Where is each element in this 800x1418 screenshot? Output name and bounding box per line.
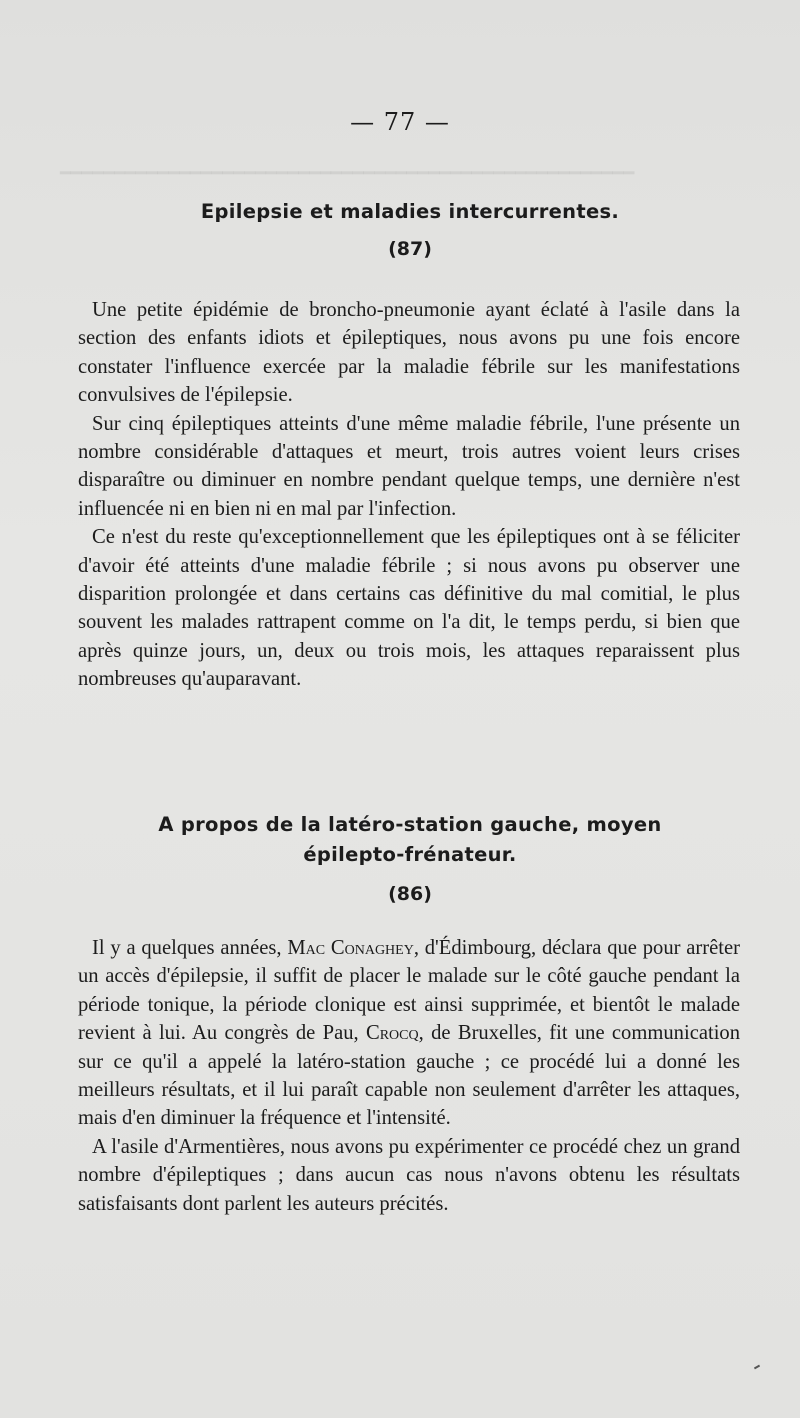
paragraph (78, 934, 740, 1133)
section-title-line: A propos de la latéro-station gauche, moyen (158, 813, 662, 836)
section1-body (78, 296, 740, 694)
author-name: Mac Conaghey (287, 937, 414, 959)
ink-speck (754, 1365, 760, 1370)
paragraph: A l'asile d'Armentières, nous avons pu expérimenter ce procédé chez un grand nombre d'épileptiques ; dans aucun cas nous n'avons obtenu les résultats satisfaisants dont parlent les auteurs précités. (78, 1135, 740, 1215)
author-name: Crocq (365, 1022, 419, 1045)
text-run: Il y a quelques années, (92, 937, 288, 959)
show-through-texture: ━━━━━━━━━━━━━━━━━━━━━━━━━━━━━━━━━━━━━━━━━━━━━━━━━━━━━ (60, 163, 635, 183)
section-ref-86: (86) (388, 883, 432, 905)
section-title-latero-station (80, 810, 740, 870)
paragraph: Ce n'est du reste qu'exceptionnellement que les épileptiques ont à se féliciter d'avoir été atteints d'une maladie fébrile ; si nous avons pu observer une disparition prolongée et dans certains cas définitive du mal comitial, le plus souvent les malades rattrapent comme on l'a dit, le temps perdu, si bien que après quinze jours, un, deux ou trois mois, les attaques reparaissent plus nombreuses qu'auparavant. (78, 526, 740, 691)
page-number: — 77 — (350, 108, 450, 136)
paragraph: Une petite épidémie de broncho-pneumonie ayant éclaté à l'asile dans la section des enfants idiots et épileptiques, nous avons pu une fois encore constater l'influence exercée par la maladie fébrile sur les manifestations convulsives de l'épilepsie. (78, 299, 740, 407)
section-ref-87: (87) (388, 238, 432, 260)
paragraph: Sur cinq épileptiques atteints d'une même maladie fébrile, l'une présente un nombre considérable d'attaques et meurt, trois autres voient leurs crises disparaître ou diminuer en nombre pendant quelque temps, une dernière n'est influencée ni en bien ni en mal par l'infection. (78, 412, 740, 520)
text-run: , de Bruxelles, fit une communication sur ce qu'il a appelé la latéro-station gauche ; ce procédé lui a donné les meilleurs résultats, et il lui paraît capable non seulement d'arrêter les attaques, mais d'en diminuer la fréquence et l'intensité. (78, 1022, 741, 1130)
section-title-line: épilepto-frénateur. (303, 843, 517, 866)
text-run: , d'Édimbourg, déclara que pour arrêter un accès d'épilepsie, il suffit de placer le malade sur le côté gauche pendant la période tonique, la période clonique est ainsi supprimée, et bientôt le malade revient à lui. Au congrès de Pau, (78, 937, 740, 1045)
section2-body (78, 934, 740, 1218)
section-title-epilepsie: Epilepsie et maladies intercurrentes. (200, 200, 620, 223)
